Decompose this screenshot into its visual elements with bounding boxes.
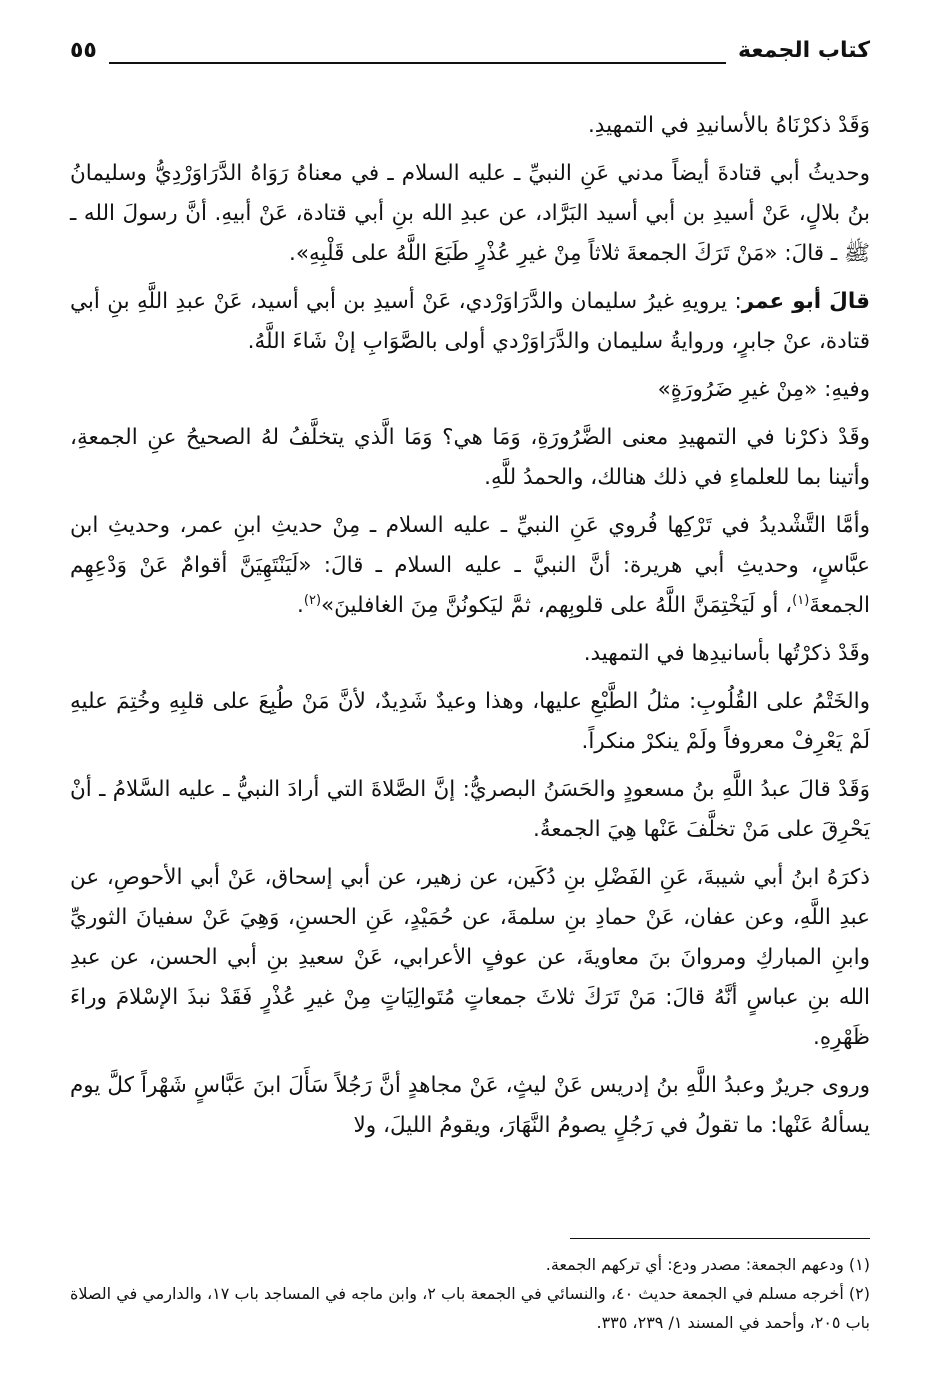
- paragraph-text: وحديثُ أبي قتادةَ أيضاً مدني عَنِ النبيِّ ـ عليه السلام ـ في معناهُ رَوَاهُ الدَّرَاوَرْدِيُّ وسليمانُ بنُ بلالٍ، عَنْ أسيدِ بن أبي أسيد البَرَّاد، عن عبدِ الله بنِ أبي قتادة، عَنْ أبيهِ. أنَّ رسولَ الله ـ ﷺ ـ قالَ: «مَنْ تَرَكَ الجمعةَ ثلاثاً مِنْ غيرِ عُذْرٍ طَبَعَ اللَّهُ على قَلْبِهِ».: [70, 161, 870, 266]
- paragraph-text: وَقَدْ قالَ عبدُ اللَّهِ بنُ مسعودٍ والحَسَنُ البصريُّ: إنَّ الصَّلاةَ التي أرادَ النبيُّ ـ عليه السَّلامُ ـ أنْ يَحْرِقَ على مَنْ تخلَّفَ عَنْها هِيَ الجمعةُ.: [70, 777, 870, 842]
- main-text: [70, 106, 870, 1146]
- footnote: (١) ودعهم الجمعة: مصدر ودع: أي تركهم الجمعة.: [545, 1255, 870, 1274]
- footnote-marker[interactable]: (١): [792, 592, 810, 608]
- paragraph-text: ، أو لَيَخْتِمَنَّ اللَّهُ على قلوبِهم، ثمَّ ليَكونُنَّ مِنَ الغافلينَ»: [321, 593, 793, 618]
- header-rule: [109, 62, 726, 64]
- running-title: كتاب الجمعة: [738, 37, 870, 63]
- paragraph: [70, 154, 870, 274]
- paragraph-text: ذكرَهُ ابنُ أبي شيبةَ، عَنِ الفَضْلِ بنِ دُكَين، عن زهير، عن أبي إسحاق، عَنْ أبي الأحوصِ، عن عبدِ اللَّهِ، وعن عفان، عَنْ حمادِ بنِ سلمةَ، عن حُمَيْدٍ، عَنِ الحسنِ، وَهِيَ عَنْ سفيانَ الثوريِّ وابنِ المباركِ ومروانَ بنَ معاويةَ، عن عوفٍ الأعرابي، عَنْ سعيدِ بنِ أبي الحسن، عن عبدِ الله بنِ عباسٍ أنَّهُ قالَ: مَنْ تَرَكَ ثلاثَ جمعاتٍ مُتَوالِيَاتٍ مِنْ غيرِ عُذْرٍ فَقَدْ نبذَ الإسْلامَ وراءَ ظَهْرِهِ.: [70, 865, 870, 1050]
- paragraph-lead: قالَ أبو عمر: [741, 289, 870, 314]
- paragraph-text: وقَدْ ذكرْتُها بأسانيدِها في التمهيد.: [583, 641, 870, 666]
- paragraph-text: .: [297, 593, 304, 618]
- paragraph-text: وَقَدْ ذكرْنَاهُ بالأسانيدِ في التمهيدِ.: [587, 113, 870, 138]
- paragraph-text: وأمَّا التَّشْديدُ في تَرْكِها فُروي عَنِ النبيِّ ـ عليه السلام ـ مِنْ حديثِ ابنِ عمر، وحديثِ ابن عبَّاسٍ، وحديثِ أبي هريرة: أنَّ النبيَّ ـ عليه السلام ـ قالَ: «لَيَنْتَهِيَنَّ أقوامٌ عَنْ وَدْعِهِم الجمعةَ: [70, 513, 870, 618]
- paragraph: [70, 634, 870, 674]
- paragraph: [70, 506, 870, 626]
- paragraph-text: والخَتْمُ على القُلُوبِ: مثلُ الطَّبْعِ عليها، وهذا وعيدٌ شَدِيدٌ، لأنَّ مَنْ طُبِعَ على قلبِهِ وخُتِمَ عليهِ لَمْ يَعْرِفْ معروفاً ولَمْ ينكرْ منكراً.: [70, 689, 870, 754]
- footnote: (٢) أخرجه مسلم في الجمعة حديث ٤٠، والنسائي في الجمعة باب ٢، وابن ماجه في المساجد باب ١٧، والدارمي في الصلاة باب ٢٠٥، وأحمد في المسند ١/ ٢٣٩، ٣٣٥.: [70, 1284, 871, 1332]
- footnote-marker[interactable]: (٢): [303, 592, 322, 608]
- paragraph-text: وقَدْ ذكرْنا في التمهيدِ معنى الضَّرُورَةِ، وَمَا هي؟ وَمَا الَّذي يتخلَّفُ لهُ الصحيحُ عنِ الجمعةِ، وأتينا بما للعلماءِ في ذلك هنالك، والحمدُ للَّهِ.: [70, 425, 870, 490]
- page-header: [70, 30, 870, 70]
- paragraph-text: : يرويهِ غيرُ سليمان والدَّرَاوَرْدي، عَنْ أسيدِ بن أبي أسيد، عَنْ عبدِ اللَّهِ بنِ أبي قتادة، عنْ جابرٍ، وروايةُ سليمان والدَّرَاوَرْدي أولى بالصَّوَابِ إنْ شَاءَ اللَّهُ.: [70, 289, 870, 354]
- paragraph: [70, 282, 870, 362]
- paragraph: [70, 1066, 870, 1146]
- paragraph: [70, 106, 870, 146]
- paragraph: [70, 682, 870, 762]
- book-page: [70, 30, 870, 1360]
- page-number: ٥٥: [70, 37, 97, 63]
- paragraph: [70, 858, 870, 1058]
- footnotes: [70, 1250, 870, 1337]
- paragraph-text: وفيهِ: «مِنْ غيرِ ضَرُورَةٍ»: [657, 377, 870, 402]
- paragraph: [70, 418, 870, 498]
- paragraph: [70, 370, 870, 410]
- paragraph: [70, 770, 870, 850]
- footnote-separator: [570, 1238, 870, 1239]
- paragraph-text: وروى جريرٌ وعبدُ اللَّهِ بنُ إدريس عَنْ ليثٍ، عَنْ مجاهدٍ أنَّ رَجُلاً سَأَلَ ابنَ عَبَّاسٍ شَهْراً كلَّ يوم يسألهُ عَنْها: ما تقولُ في رَجُلٍ يصومُ النَّهَارَ، ويقومُ الليلَ، ولا: [70, 1073, 870, 1138]
